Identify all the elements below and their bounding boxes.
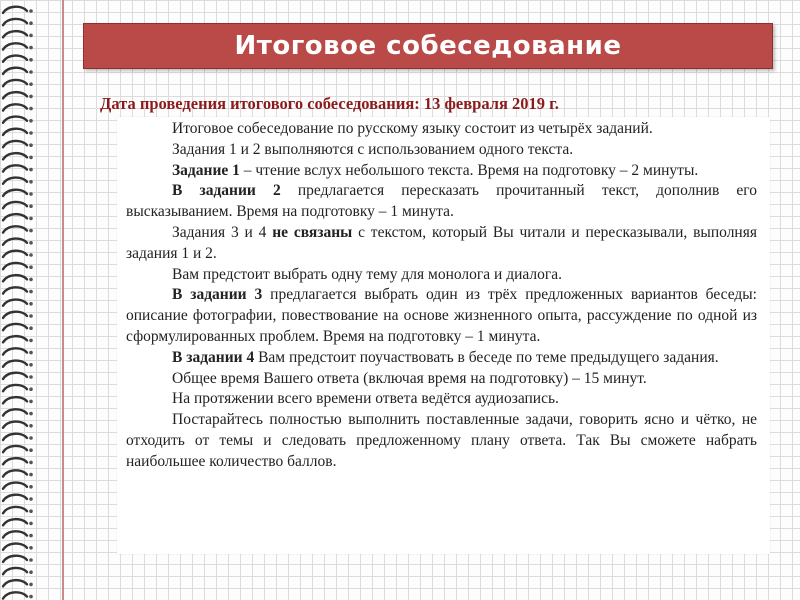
spiral-coil xyxy=(3,483,27,489)
spiral-hole xyxy=(29,168,33,172)
spiral-hole xyxy=(29,253,33,257)
spiral-hole xyxy=(29,192,33,196)
spiral-hole xyxy=(29,534,33,538)
spiral-hole xyxy=(29,265,33,269)
page-title: Итоговое собеседование xyxy=(234,31,622,61)
paragraph: Задание 1 – чтение вслух небольшого текста. Время на подготовку – 2 минуты. xyxy=(172,161,699,179)
spiral-coil xyxy=(3,544,27,550)
spiral-coil xyxy=(3,19,27,25)
spiral-hole xyxy=(29,387,33,391)
spiral-hole xyxy=(29,595,33,599)
spiral-coil xyxy=(3,7,27,13)
spiral-hole xyxy=(29,314,33,318)
spiral-coil xyxy=(3,43,27,49)
spiral-coil xyxy=(3,495,27,501)
spiral-coil xyxy=(3,556,27,562)
spiral-coil xyxy=(3,226,27,232)
spiral-hole xyxy=(29,473,33,477)
spiral-coil xyxy=(3,422,27,428)
spiral-hole xyxy=(29,131,33,135)
spiral-hole xyxy=(29,70,33,74)
spiral-coil xyxy=(3,263,27,269)
spiral-hole xyxy=(29,217,33,221)
spiral-coil xyxy=(3,68,27,74)
spiral-hole xyxy=(29,143,33,147)
spiral-coil xyxy=(3,275,27,281)
spiral-hole xyxy=(29,290,33,294)
spiral-hole xyxy=(29,21,33,25)
spiral-hole xyxy=(29,302,33,306)
notebook-spiral xyxy=(0,0,40,600)
spiral-coil xyxy=(3,178,27,184)
spiral-hole xyxy=(29,424,33,428)
spiral-hole xyxy=(29,9,33,13)
spiral-hole xyxy=(29,180,33,184)
spiral-hole xyxy=(29,46,33,50)
spiral-hole xyxy=(29,229,33,233)
spiral-coil xyxy=(3,348,27,354)
spiral-hole xyxy=(29,241,33,245)
spiral-coil xyxy=(3,568,27,574)
spiral-coil xyxy=(3,31,27,37)
spiral-coil xyxy=(3,92,27,98)
spiral-hole xyxy=(29,351,33,355)
spiral-coil xyxy=(3,287,27,293)
spiral-coil xyxy=(3,385,27,391)
spiral-coil xyxy=(3,202,27,208)
spiral-coil xyxy=(3,446,27,452)
spiral-coil xyxy=(3,214,27,220)
spiral-coil xyxy=(3,373,27,379)
spiral-hole xyxy=(29,34,33,38)
exam-date-line: Дата проведения итогового собеседования: 13 февраля 2019 г. xyxy=(100,94,559,113)
spiral-hole xyxy=(29,156,33,160)
paragraph: Постарайтесь полностью выполнить поставленные задачи, говорить ясно и чётко, не отходить от темы и следовать предложенному плану ответа. Так Вы сможете набрать наибольшее количество баллов. xyxy=(126,411,757,470)
spiral-hole xyxy=(29,497,33,501)
spiral-hole xyxy=(29,204,33,208)
spiral-coil xyxy=(3,324,27,330)
spiral-coil xyxy=(3,80,27,86)
spiral-coil xyxy=(3,458,27,464)
spiral-coil xyxy=(3,141,27,147)
spiral-coil xyxy=(3,507,27,513)
paragraph: Общее время Вашего ответа (включая время на подготовку) – 15 минут. xyxy=(172,369,647,387)
spiral-coil xyxy=(3,336,27,342)
spiral-coil xyxy=(3,104,27,110)
spiral-hole xyxy=(29,461,33,465)
paragraph: Задания 3 и 4 не связаны с текстом, который Вы читали и пересказывали, выполняя задания 1 и 2. xyxy=(126,223,757,262)
spiral-hole xyxy=(29,558,33,562)
notebook-margin-line xyxy=(62,0,64,600)
spiral-hole xyxy=(29,339,33,343)
paragraph: В задании 3 предлагается выбрать один из трёх предложенных вариантов беседы: описание фотографии, повествование на основе жизненного опыта, рассуждение по одной из сформулированных проблем. Время на подготовку – 1 минута. xyxy=(126,286,757,345)
spiral-coil xyxy=(3,519,27,525)
paragraph: Задания 1 и 2 выполняются с использованием одного текста. xyxy=(172,140,574,158)
spiral-coil xyxy=(3,117,27,123)
spiral-hole xyxy=(29,95,33,99)
spiral-hole xyxy=(29,119,33,123)
spiral-hole xyxy=(29,583,33,587)
spiral-coil xyxy=(3,251,27,257)
spiral-hole xyxy=(29,436,33,440)
spiral-hole xyxy=(29,412,33,416)
spiral-coil xyxy=(3,56,27,62)
spiral-hole xyxy=(29,107,33,111)
spiral-hole xyxy=(29,485,33,489)
paragraph: В задании 4 Вам предстоит поучаствовать в беседе по теме предыдущего задания. xyxy=(172,348,719,366)
spiral-coil xyxy=(3,300,27,306)
spiral-coil xyxy=(3,580,27,586)
spiral-hole xyxy=(29,82,33,86)
spiral-coil xyxy=(3,409,27,415)
spiral-hole xyxy=(29,375,33,379)
paragraph: Итоговое собеседование по русскому языку состоит из четырёх заданий. xyxy=(172,120,653,137)
spiral-coil xyxy=(3,239,27,245)
spiral-coil xyxy=(3,434,27,440)
paragraph: Вам предстоит выбрать одну тему для монолога и диалога. xyxy=(172,265,562,283)
document-text xyxy=(117,117,770,554)
title-banner xyxy=(83,23,773,69)
spiral-hole xyxy=(29,326,33,330)
spiral-coil xyxy=(3,190,27,196)
spiral-coil xyxy=(3,361,27,367)
paragraph: В задании 2 предлагается пересказать прочитанный текст, дополнив его высказыванием. Время на подготовку – 1 минута. xyxy=(126,182,757,221)
spiral-coil xyxy=(3,531,27,537)
spiral-coil xyxy=(3,470,27,476)
spiral-hole xyxy=(29,400,33,404)
spiral-hole xyxy=(29,509,33,513)
spiral-hole xyxy=(29,522,33,526)
spiral-hole xyxy=(29,363,33,367)
spiral-hole xyxy=(29,570,33,574)
spiral-coil xyxy=(3,397,27,403)
spiral-coil xyxy=(3,312,27,318)
spiral-hole xyxy=(29,278,33,282)
spiral-coil xyxy=(3,129,27,135)
spiral-coil xyxy=(3,153,27,159)
spiral-hole xyxy=(29,546,33,550)
spiral-coil xyxy=(3,165,27,171)
spiral-coil xyxy=(3,592,27,598)
paragraph: На протяжении всего времени ответа ведётся аудиозапись. xyxy=(172,390,559,408)
spiral-hole xyxy=(29,58,33,62)
spiral-hole xyxy=(29,448,33,452)
